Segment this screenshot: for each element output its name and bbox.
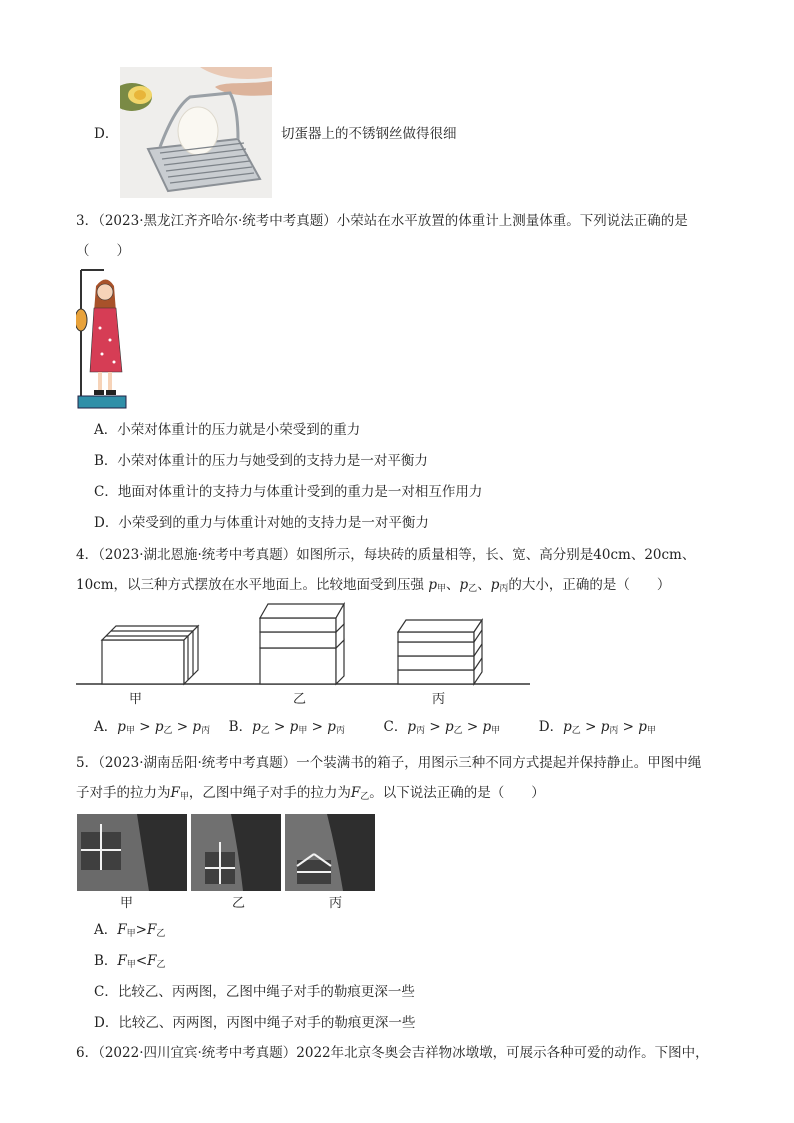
q4-sub-yi: 乙 [163,726,173,736]
q4-sub-bing: 丙 [201,726,211,736]
q4-label-bing: 丙 [432,692,446,707]
weighing-scale-illustration [76,268,130,410]
q4-gt: > [618,719,639,735]
q3-answer-blank: （ ） [76,243,130,259]
q5-option-c: C．比较乙、丙两图，乙图中绳子对手的勒痕更深一些 [94,984,415,1000]
q5-sub-jia: 甲 [126,960,136,970]
q5-stem-line2b: ，乙图中绳子对手的拉力为 [188,785,351,801]
q5-sub-yi: 乙 [360,792,370,802]
q4-p-symbol: p [252,719,261,735]
q5-f-symbol: F [350,785,361,801]
q4-option-b [229,719,350,735]
q5-sub-yi: 乙 [156,960,166,970]
q4-p-symbol: p [154,719,164,735]
q5-stem-line2a: 子对手的拉力为 [76,785,171,801]
q4-gt: > [172,719,193,735]
q4-p-symbol: p [407,719,417,735]
q4-stem [76,540,726,604]
box-photo-yi [191,814,281,891]
q4-sub-bing: 丙 [335,726,345,736]
q4-sub-jia: 甲 [646,726,656,736]
q4-gt: > [269,719,290,735]
scale-girl-figure [76,268,130,410]
q4-gt: > [307,719,328,735]
q4-sub-yi: 乙 [468,584,478,594]
q5-sub-jia: 甲 [126,929,136,939]
q4-stem-line1: 4．（2023·湖北恩施·统考中考真题）如图所示，每块砖的质量相等，长、宽、高分别是40cm、20cm、 [76,547,696,563]
q5-label-jia: 甲 [120,896,134,911]
q2-option-d-label: D． [94,126,119,142]
q3-option-a: A．小荣对体重计的压力就是小荣受到的重力 [94,422,361,438]
q4-sub-jia: 甲 [491,726,501,736]
q4-p-symbol: p [459,577,469,593]
q5-f-symbol: F [170,785,180,801]
q4-option-c-label: C． [383,719,408,735]
egg-slicer-photo [120,67,272,198]
q5-sub-yi: 乙 [156,929,166,939]
q4-gt: > [425,719,445,735]
q4-sub-jia: 甲 [298,726,308,736]
q4-sub-bing: 丙 [609,726,619,736]
q4-p-symbol: p [117,719,126,735]
q5-option-a-label: A． [94,922,118,938]
q4-option-b-label: B． [228,719,253,735]
q4-option-a-label: A． [94,719,118,735]
q4-sep: 、 [477,577,491,593]
q4-option-d-label: D． [538,719,564,735]
q4-label-jia: 甲 [129,692,143,707]
q5-option-b [94,951,166,975]
q4-p-symbol: p [192,719,202,735]
q3-stem-text: 3．（2023·黑龙江齐齐哈尔·统考中考真题）小荣站在水平放置的体重计上测量体重。下列说法正确的是 [76,213,688,229]
q5-f-symbol: F [146,922,157,938]
box-photo-jia [77,814,187,891]
q4-gt: > [580,719,601,735]
q4-sub-bing: 丙 [499,584,509,594]
q4-p-symbol: p [563,719,572,735]
q6-stem [76,1038,736,1068]
q5-f-symbol: F [117,953,127,969]
box-photo-yi-illustration [191,814,281,891]
q4-p-symbol: p [289,719,299,735]
q3-option-d: D．小荣受到的重力与体重计对她的支持力是一对平衡力 [94,515,429,531]
q4-p-symbol: p [638,719,647,735]
q4-sub-yi: 乙 [260,726,270,736]
box-photo-jia-illustration [77,814,187,891]
q5-stem [76,748,726,812]
q5-stem-line1: 5．（2023·湖南岳阳·统考中考真题）一个装满书的箱子，用图示三种不同方式提起并保持静止。甲图中绳 [76,755,702,771]
q4-option-a [94,719,214,735]
q5-f-symbol: F [147,953,157,969]
q4-p-symbol: p [490,577,500,593]
brick-stack-yi [260,604,344,684]
q2-option-d-text: 切蛋器上的不锈钢丝做得很细 [281,126,457,142]
q5-option-b-label: B． [94,953,118,969]
q5-option-d: D．比较乙、丙两图，丙图中绳子对手的勒痕更深一些 [94,1015,416,1031]
egg-slicer-illustration [120,67,272,198]
q3-option-c: C．地面对体重计的支持力与体重计受到的重力是一对相互作用力 [94,484,483,500]
brick-stack-bing [398,620,482,684]
q5-sub-jia: 甲 [179,792,189,802]
q5-option-a [94,920,165,944]
q4-sub-bing: 丙 [416,726,426,736]
q4-stem-line2a: 10cm，以三种方式摆放在水平地面上。比较地面受到压强 [76,577,425,593]
q5-label-yi: 乙 [232,896,246,911]
q4-gt: > [134,719,155,735]
q3-stem [76,206,726,266]
q4-sub-yi: 乙 [453,726,463,736]
q4-gt: > [462,719,483,735]
box-photo-bing-illustration [285,814,375,891]
q6-stem-text: 6．（2022·四川宜宾·统考中考真题）2022年北京冬奥会吉祥物冰墩墩，可展示各种可爱的动作。下图中， [76,1045,709,1061]
q4-label-yi: 乙 [293,692,307,707]
q4-sub-yi: 乙 [571,726,581,736]
brick-diagram [76,600,532,690]
q4-option-d [539,719,656,735]
q5-lt: < [135,953,148,969]
q5-stem-line2c: 。以下说法正确的是（ ） [369,785,545,801]
box-photo-bing [285,814,375,891]
q5-label-bing: 丙 [329,896,343,911]
q5-gt: > [135,922,147,938]
q4-p-symbol: p [482,719,492,735]
q4-p-symbol: p [327,719,336,735]
q4-sub-jia: 甲 [125,726,135,736]
q4-option-c [384,719,505,735]
q5-f-symbol: F [117,922,127,938]
q4-sub-jia: 甲 [437,584,447,594]
q4-p-symbol: p [444,719,454,735]
q4-p-symbol: p [600,719,610,735]
brick-stack-jia [102,626,198,684]
q4-stem-line2b: 的大小，正确的是（ ） [508,577,671,593]
q3-option-b: B．小荣对体重计的压力与她受到的支持力是一对平衡力 [94,453,428,469]
q4-options [94,717,656,741]
q4-p-symbol: p [428,577,437,593]
q4-sep: 、 [446,577,460,593]
